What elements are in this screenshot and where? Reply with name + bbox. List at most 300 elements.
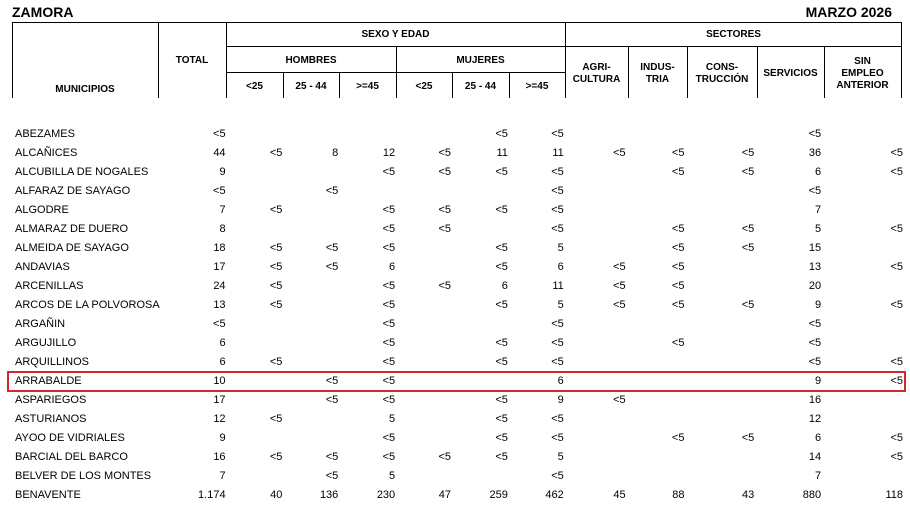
table-cell (626, 466, 685, 485)
group-header-sectores: SECTORES (706, 29, 761, 40)
table-cell: <5 (269, 355, 283, 368)
table-cell: 880 (802, 488, 822, 501)
table-cell: 230 (376, 488, 396, 501)
table-cell: 6 (557, 260, 564, 273)
municipio-name: BELVER DE LOS MONTES (15, 469, 152, 482)
table-cell: 7 (219, 469, 226, 482)
table-cell (395, 314, 451, 333)
table-cell (821, 276, 903, 295)
table-cell: <5 (495, 412, 508, 425)
table-row[interactable] (8, 124, 903, 143)
table-cell: 462 (545, 488, 564, 501)
table-cell (226, 219, 283, 238)
table-row[interactable] (8, 371, 903, 390)
table-cell: 20 (808, 279, 822, 292)
table-cell (282, 276, 338, 295)
table-cell: <5 (382, 374, 396, 387)
table-body (8, 124, 903, 504)
table-cell (226, 333, 283, 352)
col-header-servicios: SERVICIOS (763, 68, 818, 79)
table-cell: <5 (269, 450, 283, 463)
table-row[interactable] (8, 295, 903, 314)
table-cell: 6 (557, 374, 564, 387)
table-cell: 7 (219, 203, 226, 216)
table-cell: 13 (808, 260, 822, 273)
table-cell: <5 (551, 431, 564, 444)
table-cell: 9 (557, 393, 564, 406)
table-cell: 14 (808, 450, 822, 463)
table-cell (282, 314, 338, 333)
table-cell: 36 (808, 146, 822, 159)
table-cell: 6 (501, 279, 508, 292)
table-cell (282, 333, 338, 352)
table-cell: <5 (382, 165, 396, 178)
table-cell: <5 (382, 222, 396, 235)
table-cell (626, 200, 685, 219)
table-cell: <5 (495, 203, 508, 216)
table-row[interactable] (8, 314, 903, 333)
table-cell (564, 371, 626, 390)
table-cell: <5 (613, 393, 626, 406)
table-cell: <5 (269, 146, 283, 159)
table-cell (626, 390, 685, 409)
table-cell (626, 409, 685, 428)
table-cell (226, 162, 283, 181)
table-cell (626, 352, 685, 371)
table-cell: 16 (808, 393, 822, 406)
table-cell (564, 238, 626, 257)
table-cell (564, 352, 626, 371)
table-cell (684, 447, 754, 466)
table-cell: <5 (213, 317, 226, 330)
table-cell: <5 (438, 279, 452, 292)
table-cell: 43 (742, 488, 755, 501)
table-cell (395, 257, 451, 276)
table-cell: 88 (672, 488, 685, 501)
municipio-name: ALCUBILLA DE NOGALES (15, 165, 149, 178)
table-cell: <5 (808, 355, 822, 368)
table-cell: <5 (382, 298, 396, 311)
table-cell (395, 333, 451, 352)
municipio-name: ALFARAZ DE SAYAGO (15, 184, 131, 197)
table-cell (821, 333, 903, 352)
table-cell: <5 (741, 431, 755, 444)
table-cell (626, 181, 685, 200)
table-cell (821, 466, 903, 485)
table-cell: 5 (389, 469, 396, 482)
table-cell: <5 (213, 184, 226, 197)
table-cell: <5 (382, 279, 396, 292)
table-cell: <5 (495, 355, 508, 368)
table-cell: 9 (815, 298, 822, 311)
table-cell: <5 (269, 260, 283, 273)
table-cell (564, 447, 626, 466)
table-cell: <5 (438, 146, 452, 159)
table-cell: 10 (213, 374, 226, 387)
table-cell: <5 (671, 165, 685, 178)
table-cell: <5 (890, 374, 903, 387)
table-cell: <5 (671, 431, 685, 444)
table-cell (395, 124, 451, 143)
table-cell (684, 200, 754, 219)
table-cell: <5 (382, 317, 396, 330)
table-cell: 12 (382, 146, 396, 159)
table-cell: 44 (213, 146, 226, 159)
table-cell (626, 314, 685, 333)
table-cell: 18 (213, 241, 226, 254)
table-cell: 40 (270, 488, 283, 501)
municipio-name: ASPARIEGOS (15, 393, 87, 406)
table-cell: <5 (551, 336, 564, 349)
table-cell: <5 (269, 298, 283, 311)
table-cell (821, 200, 903, 219)
table-cell: 13 (213, 298, 226, 311)
table-cell (684, 333, 754, 352)
col-header-construccion: CONS- TRUCCIÓN (695, 62, 749, 85)
table-cell (684, 352, 754, 371)
table-cell (338, 124, 395, 143)
municipios-table (8, 124, 903, 504)
municipio-name: ARGUJILLO (15, 336, 77, 349)
table-cell: <5 (551, 127, 564, 140)
col-header-mujeres-lt25: <25 (415, 81, 433, 92)
table-cell: 17 (213, 393, 226, 406)
table-cell: <5 (671, 260, 685, 273)
table-cell (626, 371, 685, 390)
table-cell (684, 276, 754, 295)
table-cell: <5 (613, 298, 626, 311)
col-header-mujeres-ge45: >=45 (525, 81, 549, 92)
table-cell: <5 (269, 241, 283, 254)
table-cell (684, 409, 754, 428)
table-row[interactable] (8, 276, 903, 295)
table-cell (684, 390, 754, 409)
table-cell: <5 (808, 184, 822, 197)
table-cell: 17 (213, 260, 226, 273)
table-cell (226, 314, 283, 333)
table-cell (282, 219, 338, 238)
table-cell: 11 (552, 279, 564, 292)
table-cell: 16 (213, 450, 226, 463)
table-cell: <5 (325, 241, 339, 254)
table-cell: <5 (671, 336, 685, 349)
table-cell: 12 (213, 412, 226, 425)
table-row[interactable] (8, 466, 903, 485)
table-cell: <5 (613, 146, 626, 159)
table-cell: 6 (219, 336, 226, 349)
table-cell (395, 238, 451, 257)
table-cell: 1.174 (198, 488, 226, 501)
table-cell (451, 314, 508, 333)
table-cell: <5 (495, 165, 508, 178)
table-cell (282, 124, 338, 143)
table-row[interactable] (8, 333, 903, 352)
table-cell (564, 200, 626, 219)
table-cell: <5 (671, 279, 685, 292)
table-cell: <5 (438, 165, 452, 178)
table-cell: <5 (890, 355, 903, 368)
table-cell: <5 (495, 431, 508, 444)
table-cell (564, 409, 626, 428)
table-cell: 5 (557, 450, 564, 463)
table-cell (395, 352, 451, 371)
table-cell: 5 (557, 241, 564, 254)
table-cell (226, 371, 283, 390)
table-cell: 15 (808, 241, 822, 254)
table-cell: 5 (557, 298, 564, 311)
group-header-mujeres: MUJERES (456, 55, 505, 66)
table-cell: <5 (325, 184, 339, 197)
table-cell (821, 314, 903, 333)
table-cell: <5 (325, 469, 339, 482)
table-cell (282, 200, 338, 219)
table-cell: <5 (741, 298, 755, 311)
col-header-hombres-25-44: 25 - 44 (295, 81, 327, 92)
table-cell: <5 (438, 450, 452, 463)
municipio-name: ANDAVIAS (15, 260, 70, 273)
municipio-name: ALMARAZ DE DUERO (15, 222, 129, 235)
table-cell (564, 428, 626, 447)
table-cell (626, 124, 685, 143)
municipio-name: ABEZAMES (15, 127, 75, 140)
table-cell: 6 (219, 355, 226, 368)
table-row[interactable] (8, 409, 903, 428)
table-cell: <5 (551, 184, 564, 197)
table-cell: <5 (438, 203, 452, 216)
table-cell: <5 (890, 431, 903, 444)
table-cell: 6 (389, 260, 396, 273)
table-cell: <5 (213, 127, 226, 140)
col-header-sin-empleo: SIN EMPLEO ANTERIOR (836, 56, 889, 91)
table-cell: 8 (219, 222, 226, 235)
table-cell (564, 162, 626, 181)
table-cell (564, 466, 626, 485)
table-cell: <5 (551, 355, 564, 368)
table-cell (226, 466, 283, 485)
col-header-hombres-ge45: >=45 (356, 81, 379, 92)
table-cell: 47 (438, 488, 452, 501)
table-cell: <5 (495, 450, 508, 463)
table-cell (626, 447, 685, 466)
table-cell: <5 (495, 127, 508, 140)
table-cell (821, 409, 903, 428)
municipio-name: ARCENILLAS (15, 279, 84, 292)
municipio-name: ARRABALDE (15, 374, 82, 387)
municipio-name: ALGODRE (15, 203, 69, 216)
municipio-name: ARGAÑIN (15, 317, 66, 330)
table-cell: 12 (808, 412, 822, 425)
table-cell: <5 (741, 146, 755, 159)
group-header-sexo-edad: SEXO Y EDAD (361, 29, 430, 40)
table-cell (564, 124, 626, 143)
table-cell: 11 (552, 146, 564, 159)
table-cell: 7 (815, 203, 822, 216)
table-cell: <5 (613, 279, 626, 292)
table-row[interactable] (8, 447, 903, 466)
table-cell: <5 (551, 203, 564, 216)
table-cell: <5 (551, 317, 564, 330)
table-cell: <5 (551, 222, 564, 235)
table-cell (564, 219, 626, 238)
table-cell: <5 (269, 203, 283, 216)
table-cell: <5 (325, 260, 339, 273)
col-header-industria: INDUS- TRIA (640, 62, 675, 85)
col-header-municipios: MUNICIPIOS (55, 84, 115, 95)
table-cell (395, 181, 451, 200)
table-cell (226, 428, 283, 447)
table-cell (684, 124, 754, 143)
table-cell: 9 (219, 165, 226, 178)
table-cell: <5 (890, 260, 903, 273)
table-cell: <5 (495, 241, 508, 254)
table-row[interactable] (8, 485, 903, 504)
table-cell: <5 (382, 355, 396, 368)
table-cell (821, 181, 903, 200)
table-cell (395, 390, 451, 409)
municipio-name: BARCIAL DEL BARCO (15, 450, 128, 463)
table-row[interactable] (8, 143, 903, 162)
municipio-name: ALCAÑICES (15, 146, 78, 159)
table-row[interactable] (8, 257, 903, 276)
table-row[interactable] (8, 162, 903, 181)
table-cell: <5 (671, 298, 685, 311)
table-cell: <5 (671, 222, 685, 235)
col-header-mujeres-25-44: 25 - 44 (464, 81, 497, 92)
table-cell: <5 (325, 393, 339, 406)
col-header-hombres-lt25: <25 (246, 81, 263, 92)
table-cell: <5 (890, 450, 903, 463)
table-cell (684, 371, 754, 390)
table-cell: 6 (815, 431, 822, 444)
divider (12, 22, 13, 98)
table-cell (282, 162, 338, 181)
table-cell: <5 (551, 469, 564, 482)
table-cell (451, 371, 508, 390)
table-cell: <5 (741, 165, 755, 178)
table-cell: <5 (382, 431, 396, 444)
group-header-hombres: HOMBRES (285, 55, 337, 66)
table-cell: <5 (382, 241, 396, 254)
table-cell (395, 295, 451, 314)
table-cell (226, 124, 283, 143)
table-cell: <5 (890, 298, 903, 311)
municipio-name: BENAVENTE (15, 488, 81, 501)
table-cell: <5 (269, 412, 283, 425)
province-title: ZAMORA (12, 4, 74, 20)
table-cell (395, 466, 451, 485)
table-row[interactable] (8, 181, 903, 200)
table-cell (684, 181, 754, 200)
table-cell: <5 (890, 165, 903, 178)
table-cell: 45 (613, 488, 626, 501)
table-cell: <5 (382, 450, 396, 463)
table-cell: <5 (808, 127, 822, 140)
table-cell: 9 (815, 374, 822, 387)
table-row[interactable] (8, 352, 903, 371)
table-cell: 136 (319, 488, 339, 501)
table-cell: <5 (551, 165, 564, 178)
table-cell (564, 314, 626, 333)
table-cell: <5 (495, 298, 508, 311)
table-row[interactable] (8, 238, 903, 257)
table-cell (451, 466, 508, 485)
col-header-agricultura: AGRI- CULTURA (572, 62, 621, 85)
table-cell: 259 (489, 488, 508, 501)
table-cell: 7 (815, 469, 822, 482)
table-cell: 5 (389, 412, 396, 425)
municipio-name: ARCOS DE LA POLVOROSA (15, 298, 160, 311)
table-cell: <5 (741, 222, 755, 235)
table-cell (395, 428, 451, 447)
municipio-name: AYOO DE VIDRIALES (15, 431, 125, 444)
table-cell (451, 219, 508, 238)
table-cell (684, 257, 754, 276)
table-row[interactable] (8, 390, 903, 409)
municipio-name: ARQUILLINOS (15, 355, 89, 368)
table-cell (282, 428, 338, 447)
table-cell: <5 (495, 336, 508, 349)
table-cell (226, 181, 283, 200)
table-cell: <5 (325, 450, 339, 463)
table-cell (564, 181, 626, 200)
table-cell: <5 (382, 203, 396, 216)
table-cell: <5 (269, 279, 283, 292)
table-cell (564, 333, 626, 352)
table-cell (684, 314, 754, 333)
table-cell (282, 409, 338, 428)
table-cell (821, 124, 903, 143)
table-cell (684, 466, 754, 485)
table-cell (395, 371, 451, 390)
table-cell: <5 (671, 241, 685, 254)
table-cell: <5 (741, 241, 755, 254)
municipio-name: ASTURIANOS (15, 412, 87, 425)
table-cell: 11 (496, 146, 508, 159)
table-cell: <5 (495, 260, 508, 273)
table-cell: <5 (613, 260, 626, 273)
table-cell: <5 (671, 146, 685, 159)
table-cell: <5 (495, 393, 508, 406)
table-cell: <5 (382, 336, 396, 349)
table-cell (282, 295, 338, 314)
table-cell: <5 (551, 412, 564, 425)
table-cell (395, 409, 451, 428)
table-cell: <5 (382, 393, 396, 406)
table-cell: <5 (890, 222, 903, 235)
table-row[interactable] (8, 200, 903, 219)
table-row[interactable] (8, 428, 903, 447)
table-cell (451, 181, 508, 200)
table-cell: 24 (213, 279, 226, 292)
table-cell: <5 (325, 374, 339, 387)
table-cell (338, 181, 395, 200)
table-cell (226, 390, 283, 409)
table-cell: 118 (885, 488, 903, 501)
col-header-total: TOTAL (175, 55, 209, 66)
municipio-name: ALMEIDA DE SAYAGO (15, 241, 129, 254)
table-cell: 6 (815, 165, 822, 178)
table-cell: <5 (438, 222, 452, 235)
table-cell: 9 (219, 431, 226, 444)
period-title: MARZO 2026 (805, 4, 892, 20)
table-cell: 8 (332, 146, 339, 159)
table-row[interactable] (8, 219, 903, 238)
table-cell (282, 352, 338, 371)
table-cell (821, 238, 903, 257)
table-cell (821, 390, 903, 409)
sectores-rule (565, 46, 902, 47)
table-cell: 5 (815, 222, 822, 235)
